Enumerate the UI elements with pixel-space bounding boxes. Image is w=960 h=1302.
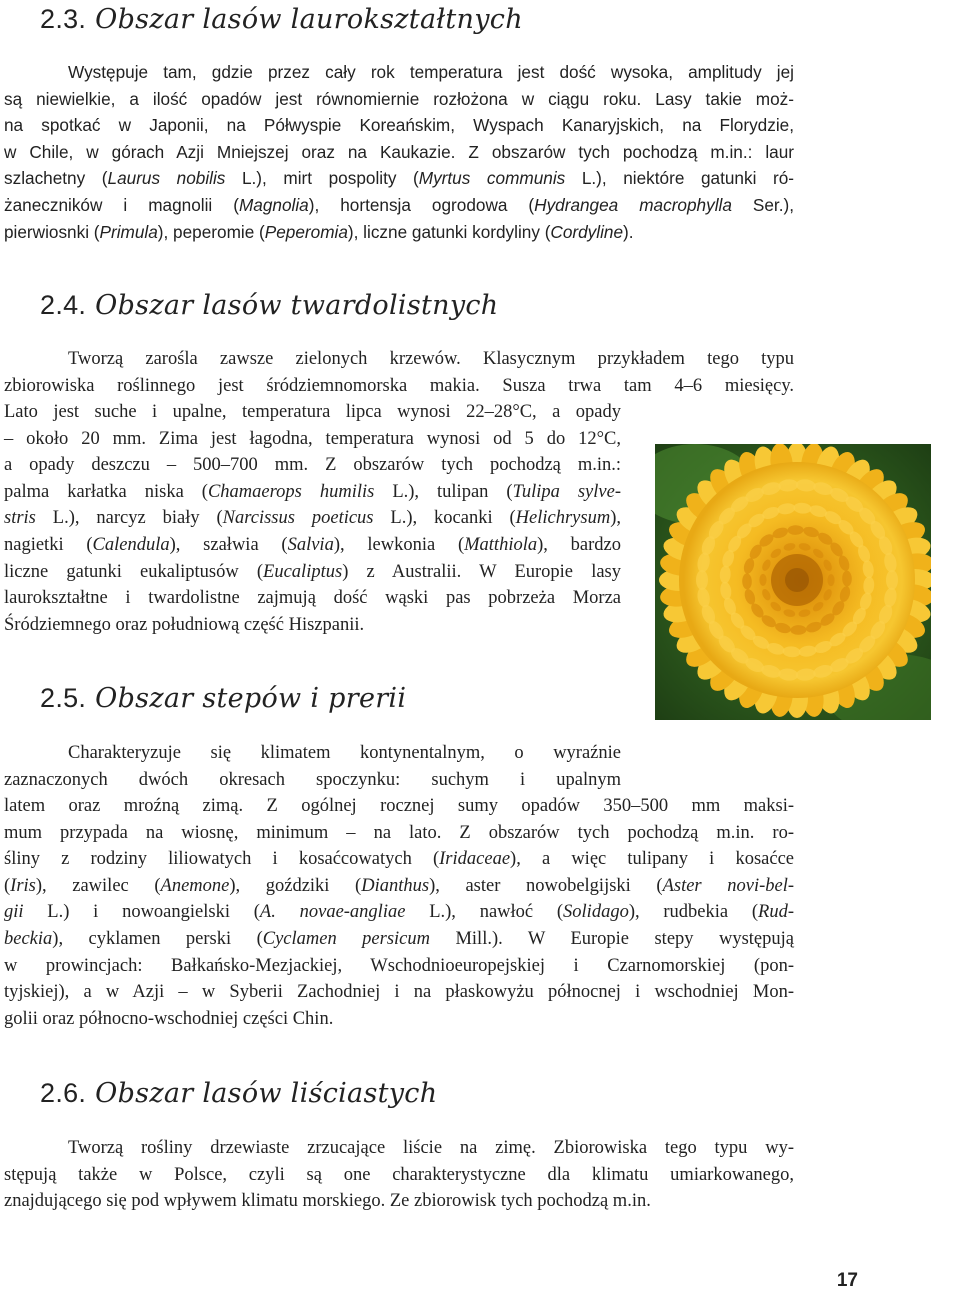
text-run: L.), nawłoć ( bbox=[405, 902, 564, 923]
text-line bbox=[4, 532, 621, 559]
text-run: golii oraz północno-wschodniej części Chin. bbox=[4, 1008, 334, 1029]
text-run: zbiorowiska roślinnego jest śródziemnomorska makia. Susza trwa tam 4–6 miesięcy. bbox=[4, 375, 794, 396]
latin-name: Magnolia bbox=[238, 194, 309, 215]
section-number: 2.5. bbox=[40, 683, 87, 713]
text-run: ), szałwia ( bbox=[169, 534, 288, 555]
latin-name: Cordyline bbox=[550, 221, 624, 242]
latin-name: Iris bbox=[10, 875, 36, 896]
text-run: mum przypada na wiosnę, minimum – na lato. Z obszarów tych pochodzą m.in. ro- bbox=[4, 822, 794, 843]
text-run: znajdującego się pod wpływem klimatu morskiego. Ze zbiorowisk tych pochodzą m.in. bbox=[4, 1191, 651, 1212]
text-run: ), a więc tulipany i kosaćce bbox=[510, 849, 795, 870]
section-number: 2.3. bbox=[40, 4, 87, 34]
text-line bbox=[4, 219, 794, 246]
text-run: Tworzą zarośla zawsze zielonych krzewów. Klasycznym przykładem tego typu bbox=[68, 349, 794, 369]
text-run: ( bbox=[4, 875, 11, 896]
text-run: ), liczne gatunki kordyliny ( bbox=[347, 221, 551, 242]
latin-name: A. novae-angliae bbox=[259, 902, 406, 923]
text-line bbox=[4, 979, 794, 1006]
text-run: w Chile, w górach Azji Mniejszej oraz na Kaukazie. Z obszarów tych pochodzą m.in.: laur bbox=[4, 141, 794, 162]
text-line bbox=[4, 452, 621, 479]
latin-name: Chamaerops humilis bbox=[207, 481, 375, 502]
section-number: 2.4. bbox=[40, 290, 87, 320]
text-line bbox=[4, 1188, 794, 1215]
text-run: ), aster nowobelgijski ( bbox=[429, 875, 663, 896]
text-line bbox=[4, 846, 794, 873]
text-line bbox=[4, 112, 794, 139]
text-run: są niewielkie, a ilość opadów jest równomiernie rozłożona w ciągu roku. Lasy takie moż- bbox=[4, 88, 794, 109]
latin-name: Primula bbox=[99, 221, 158, 242]
text-run: L.), mirt pospolity ( bbox=[225, 168, 419, 189]
section-heading-2-5 bbox=[40, 681, 406, 716]
text-run: L.), narcyz biały ( bbox=[35, 508, 223, 529]
section-title: Obszar lasów twardolistnych bbox=[95, 290, 499, 321]
text-run: szlachetny ( bbox=[4, 168, 108, 189]
text-line bbox=[4, 505, 621, 532]
text-run: latem oraz mroźną zimą. Z ogólnej rocznej sumy opadów 350–500 mm maksi- bbox=[4, 796, 794, 816]
text-line bbox=[4, 953, 794, 980]
text-run: stępują także w Polsce, czyli są one charakterystyczne dla klimatu umiarkowanego, bbox=[4, 1164, 794, 1185]
section-heading-2-3 bbox=[40, 2, 523, 37]
text-line bbox=[4, 139, 794, 166]
paragraph-deciduous-forests bbox=[4, 1135, 794, 1215]
latin-name: stris bbox=[4, 508, 36, 529]
text-run: ). bbox=[623, 221, 634, 242]
text-run: palma karłatka niska ( bbox=[4, 481, 208, 502]
text-line bbox=[4, 793, 794, 820]
section-number: 2.6. bbox=[40, 1078, 87, 1108]
text-line bbox=[4, 926, 794, 953]
latin-name: Solidago bbox=[563, 902, 629, 923]
latin-name: Laurus nobilis bbox=[107, 168, 226, 189]
paragraph-laurel-forests bbox=[4, 59, 794, 245]
latin-name: Calendula bbox=[92, 534, 170, 555]
text-run: Ser.), bbox=[731, 194, 794, 215]
text-run: ) z Australii. W Europie lasy bbox=[342, 561, 622, 582]
text-run: śliny z rodziny liliowatych i kosaćcowatych ( bbox=[4, 849, 440, 870]
text-line bbox=[4, 612, 621, 639]
paragraph-steppes-a bbox=[4, 740, 621, 793]
text-run: Śródziemnego oraz południową część Hiszpanii. bbox=[4, 614, 365, 635]
text-run: Mill.). W Europie stepy występują bbox=[430, 928, 794, 949]
latin-name: Matthiola bbox=[464, 534, 538, 555]
latin-name: Eucaliptus bbox=[263, 561, 343, 582]
text-run: nagietki ( bbox=[4, 534, 93, 555]
text-line bbox=[4, 192, 794, 219]
text-line bbox=[4, 86, 794, 113]
latin-name: Salvia bbox=[287, 534, 334, 555]
text-line bbox=[4, 399, 621, 426]
text-line bbox=[4, 59, 794, 86]
text-run: w prowincjach: Bałkańsko-Mezjackiej, Wschodnioeuropejskiej i Czarnomorskiej (pon- bbox=[4, 955, 794, 976]
paragraph-steppes-b bbox=[4, 793, 794, 1032]
latin-name: Myrtus communis bbox=[418, 168, 566, 189]
text-line bbox=[4, 740, 621, 767]
text-run: a opady deszczu – 500–700 mm. Z obszarów tych pochodzą m.in.: bbox=[4, 455, 621, 476]
latin-name: Hydrangea macrophylla bbox=[534, 194, 732, 215]
text-line bbox=[4, 820, 794, 847]
text-run: liczne gatunki eukaliptusów ( bbox=[4, 561, 264, 582]
section-title: Obszar stepów i prerii bbox=[95, 683, 407, 714]
text-line bbox=[4, 1006, 794, 1033]
latin-name: Anemone bbox=[160, 875, 230, 896]
latin-name: Peperomia bbox=[264, 221, 348, 242]
text-run: ), hortensja ogrodowa ( bbox=[308, 194, 535, 215]
latin-name: gii bbox=[4, 902, 24, 923]
text-line bbox=[4, 373, 794, 400]
latin-name: Rud- bbox=[758, 902, 795, 923]
section-title: Obszar lasów liściastych bbox=[95, 1078, 438, 1109]
latin-name: Aster novi-bel- bbox=[662, 875, 795, 896]
text-line bbox=[4, 346, 794, 373]
text-line bbox=[4, 899, 794, 926]
sunflower-image bbox=[655, 444, 931, 720]
text-run: Tworzą rośliny drzewiaste zrzucające liście na zimę. Zbiorowiska tego typu wy- bbox=[68, 1138, 794, 1158]
latin-name: Helichrysum bbox=[515, 508, 611, 529]
latin-name: Dianthus bbox=[361, 875, 430, 896]
text-run: Występuje tam, gdzie przez cały rok temperatura jest dość wysoka, amplitudy jej bbox=[68, 62, 794, 82]
text-line bbox=[4, 1162, 794, 1189]
text-line bbox=[4, 559, 621, 586]
latin-name: Iridaceae bbox=[439, 849, 511, 870]
text-run: ), bbox=[610, 508, 621, 529]
text-run: Charakteryzuje się klimatem kontynentalnym, o wyraźnie bbox=[68, 743, 621, 763]
text-line bbox=[4, 479, 621, 506]
text-run: – około 20 mm. Zima jest łagodna, temperatura wynosi od 5 do 12°C, bbox=[4, 428, 621, 449]
text-run: żaneczników i magnolii ( bbox=[4, 194, 239, 215]
text-run: pierwiosnki ( bbox=[4, 221, 100, 242]
section-heading-2-4 bbox=[40, 288, 499, 323]
text-run: Lato jest suche i upalne, temperatura lipca wynosi 22–28°C, a opady bbox=[4, 402, 621, 422]
section-title: Obszar lasów laurokształtnych bbox=[95, 4, 523, 35]
text-run: tyjskiej), a w Azji – w Syberii Zachodniej i na płaskowyżu północnej i wschodniej Mon- bbox=[4, 982, 794, 1003]
text-line bbox=[4, 426, 621, 453]
text-line bbox=[4, 767, 621, 794]
latin-name: Tulipa sylve- bbox=[512, 481, 621, 502]
text-run: L.), tulipan ( bbox=[374, 481, 513, 502]
latin-name: Narcissus poeticus bbox=[222, 508, 374, 529]
text-run: ), zawilec ( bbox=[35, 875, 161, 896]
latin-name: beckia bbox=[4, 928, 53, 949]
text-run: ), bardzo bbox=[537, 534, 621, 555]
text-line bbox=[4, 1135, 794, 1162]
page-number: 17 bbox=[836, 1270, 858, 1291]
latin-name: Cyclamen persicum bbox=[262, 928, 430, 949]
text-run: L.), niektóre gatunki ró- bbox=[565, 168, 794, 189]
text-line bbox=[4, 585, 621, 612]
text-run: ), peperomie ( bbox=[157, 221, 265, 242]
text-run: ), cyklamen perski ( bbox=[52, 928, 263, 949]
text-run: ), lewkonia ( bbox=[333, 534, 465, 555]
paragraph-sclerophyll-forests-b bbox=[4, 399, 621, 638]
text-line bbox=[4, 873, 794, 900]
section-heading-2-6 bbox=[40, 1076, 437, 1111]
text-run: L.), kocanki ( bbox=[373, 508, 516, 529]
text-run: L.) i nowoangielski ( bbox=[23, 902, 260, 923]
text-run: na spotkać w Japonii, na Półwyspie Koreańskim, Wyspach Kanaryjskich, na Florydzie, bbox=[4, 115, 794, 136]
text-run: zaznaczonych dwóch okresach spoczynku: suchym i upalnym bbox=[4, 769, 621, 790]
paragraph-sclerophyll-forests-a bbox=[4, 346, 794, 399]
text-run: laurokształtne i twardolistne zajmują dość wąski pas pobrzeża Morza bbox=[4, 588, 621, 609]
text-line bbox=[4, 165, 794, 192]
text-run: ), goździki ( bbox=[229, 875, 362, 896]
sunflower-photo bbox=[655, 444, 931, 720]
text-run: ), rudbekia ( bbox=[628, 902, 759, 923]
